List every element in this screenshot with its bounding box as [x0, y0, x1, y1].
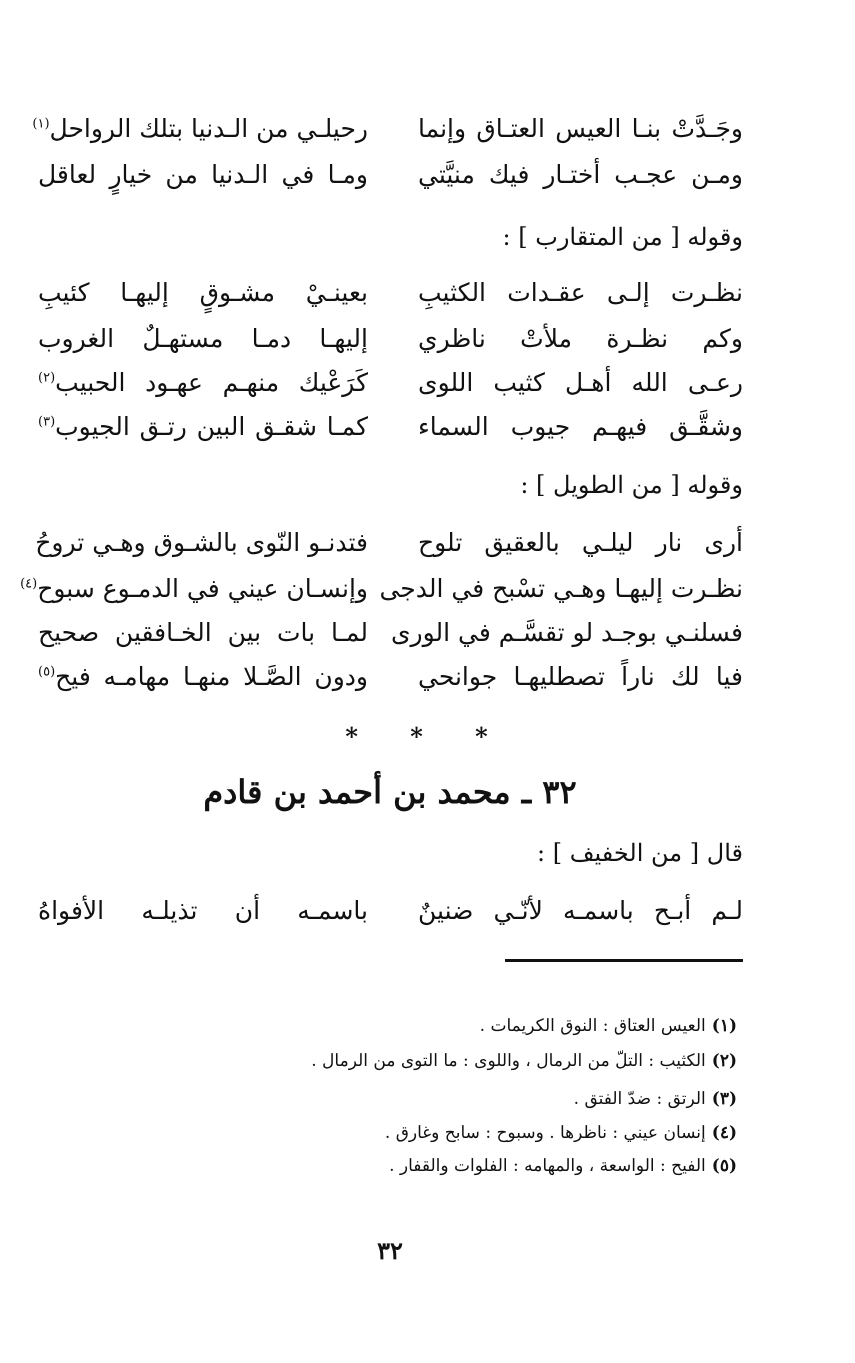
verse-second-hemistich [38, 654, 368, 700]
hemistich-text: رحيلـي من الـدنيا بتلك الرواحل [49, 114, 368, 143]
verse-line [20, 566, 743, 612]
footnote-marker: (١) [32, 116, 50, 132]
footnote-number: (٢) [711, 1051, 737, 1071]
verse-first-hemistich: وشقَّـق فيهـم جيوب السماء [418, 412, 743, 441]
verse-first-hemistich: وجَـدَّتْ بنـا العيس العتـاق وإنما [418, 114, 743, 143]
verse-line [38, 316, 743, 362]
verse-second-hemistich: فتدنـو النّوى بالشـوق وهـي تروحُ [35, 528, 368, 557]
footnote [177, 1048, 737, 1074]
verse-line [38, 404, 743, 450]
footnote-marker: (٢) [38, 370, 56, 386]
verse-second-hemistich [32, 106, 368, 152]
verse-first-hemistich: وكم نظـرة ملأتْ ناظري [418, 324, 743, 353]
footnote-number: (٣) [711, 1089, 737, 1109]
verse-second-hemistich: باسمـه أن تذيلـه الأفواهُ [38, 896, 368, 925]
footnote-text: الرتق : ضدّ الفتق . [573, 1089, 706, 1109]
verse-second-hemistich: لمـا بات بين الخـافقين صحيح [38, 618, 368, 647]
verse-second-hemistich: إليهـا دمـا مستهـلٌ الغروب [38, 324, 368, 353]
poem-intro: قال [ من الخفيف ] : [536, 839, 743, 867]
footnote-number: (١) [711, 1016, 737, 1036]
hemistich-text: كَرَعْيك منهـم عهـود الحبيب [55, 368, 368, 397]
verse-first-hemistich: فيا لك ناراً تصطليهـا جوانحي [418, 662, 743, 691]
footnote-text: الكثيب : التلّ من الرمال ، واللوى : ما التوى من الرمال . [311, 1051, 706, 1071]
verse-second-hemistich [20, 566, 368, 612]
page-number: ٣٢ [377, 1236, 403, 1265]
hemistich-text: كمـا شقـق البين رتـق الجيوب [55, 412, 368, 441]
verse-first-hemistich: نظـرت إليهـا وهـي تسْبح في الدجى [379, 574, 743, 603]
hemistich-text: ودون الصَّـلا منهـا مهامـه فيح [55, 662, 368, 691]
footnote-marker: (٥) [38, 664, 56, 680]
footnote-divider [505, 959, 743, 962]
verse-line [38, 152, 743, 198]
hemistich-text: وإنسـان عيني في الدمـوع سبوح [37, 574, 368, 603]
poem-intro: وقوله [ من الطويل ] : [520, 471, 743, 499]
verse-first-hemistich: نظـرت إلـى عقـدات الكثيبِ [418, 278, 743, 307]
verse-line [38, 270, 743, 316]
verse-first-hemistich: أرى نار ليلـي بالعقيق تلوح [418, 528, 743, 557]
verse-line [38, 654, 743, 700]
footnote [177, 1086, 737, 1112]
footnote-number: (٥) [711, 1156, 737, 1176]
verse-second-hemistich: ومـا في الـدنيا من خيارٍ لعاقل [38, 160, 368, 189]
verse-line [38, 360, 743, 406]
poem-intro: وقوله [ من المتقارب ] : [502, 223, 743, 251]
footnote [177, 1013, 737, 1039]
verse-second-hemistich: بعينـيْ مشـوقٍ إليهـا كئيبِ [38, 278, 368, 307]
verse-first-hemistich: فسلنـي بوجـد لو تقسَّـم في الورى [390, 618, 743, 647]
verse-line [35, 520, 743, 566]
footnote-text: العيس العتاق : النوق الكريمات . [479, 1016, 706, 1036]
verse-first-hemistich: رعـى الله أهـل كثيب اللوى [418, 368, 743, 397]
footnote [177, 1153, 737, 1179]
section-separator: * * * [345, 722, 510, 751]
verse-second-hemistich [38, 404, 368, 450]
footnote-number: (٤) [711, 1123, 737, 1143]
verse-line [38, 888, 743, 934]
verse-line [38, 610, 743, 656]
verse-second-hemistich [38, 360, 368, 406]
footnote-marker: (٣) [38, 414, 56, 430]
footnote-marker: (٤) [20, 576, 38, 592]
verse-line [32, 106, 743, 152]
footnote [177, 1120, 737, 1146]
verse-first-hemistich: لـم أبـح باسمـه لأنّـي ضنينٌ [418, 896, 743, 925]
footnote-text: الفيح : الواسعة ، والمهامه : الفلوات والقفار . [389, 1156, 706, 1176]
verse-first-hemistich: ومـن عجـب أختـار فيك منيَّتي [418, 160, 743, 189]
footnote-text: إنسان عيني : ناظرها . وسبوح : سابح وغارق . [384, 1123, 706, 1143]
chapter-title: ٣٢ ـ محمد بن أحمد بن قادم [203, 773, 577, 811]
